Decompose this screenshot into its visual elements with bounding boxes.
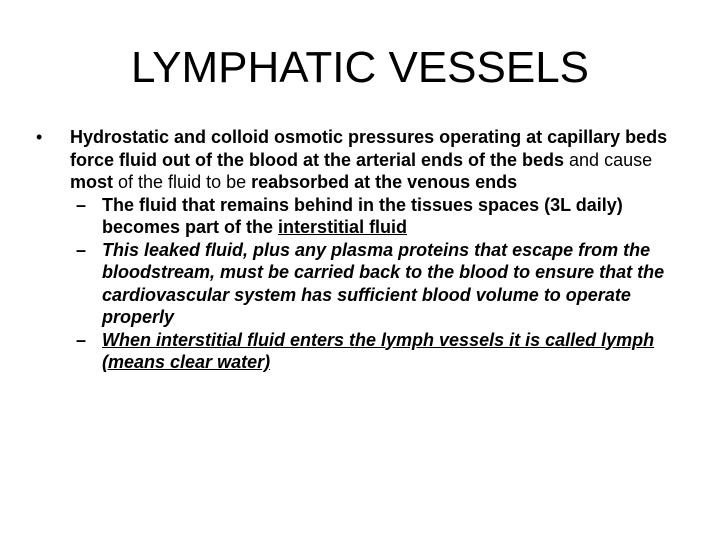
sub-bullet-text: When interstitial fluid enters the lymph vessels it is called lymph (means clear water) xyxy=(102,329,655,372)
bullet-text-fluid: of the fluid to be xyxy=(113,172,252,192)
slide-title: LYMPHATIC VESSELS xyxy=(130,43,590,92)
bullet-text-reabsorbed: reabsorbed at the venous ends xyxy=(251,172,518,192)
bullet-text-most: most xyxy=(70,172,114,192)
main-bullet xyxy=(36,126,684,194)
sub-bullet-remaining-fluid xyxy=(36,194,684,239)
bullet-text-pressures: Hydrostatic and colloid osmotic pressures operating at capillary beds force fluid out of the blood at the arterial ends of the beds xyxy=(70,127,668,170)
dash-icon: – xyxy=(76,329,87,350)
bullet-dot-icon: • xyxy=(36,127,43,147)
sub-bullet-leaked-fluid xyxy=(36,239,684,329)
sub-bullet-list xyxy=(36,194,684,374)
dash-icon: – xyxy=(76,239,87,260)
sub-bullet-text: The fluid that remains behind in the tissues spaces (3L daily) becomes part of the xyxy=(102,194,623,237)
interstitial-fluid-term: interstitial fluid xyxy=(278,217,408,237)
slide-content xyxy=(36,126,684,374)
bullet-text-and-cause: and cause xyxy=(564,149,653,170)
sub-bullet-text: This leaked fluid, plus any plasma proteins that escape from the bloodstream, must be carried back to the blood to ensure that the cardiovascular system has sufficient blood volume to operate properly xyxy=(102,239,665,327)
dash-icon: – xyxy=(76,194,87,215)
sub-bullet-lymph-definition xyxy=(36,329,684,374)
